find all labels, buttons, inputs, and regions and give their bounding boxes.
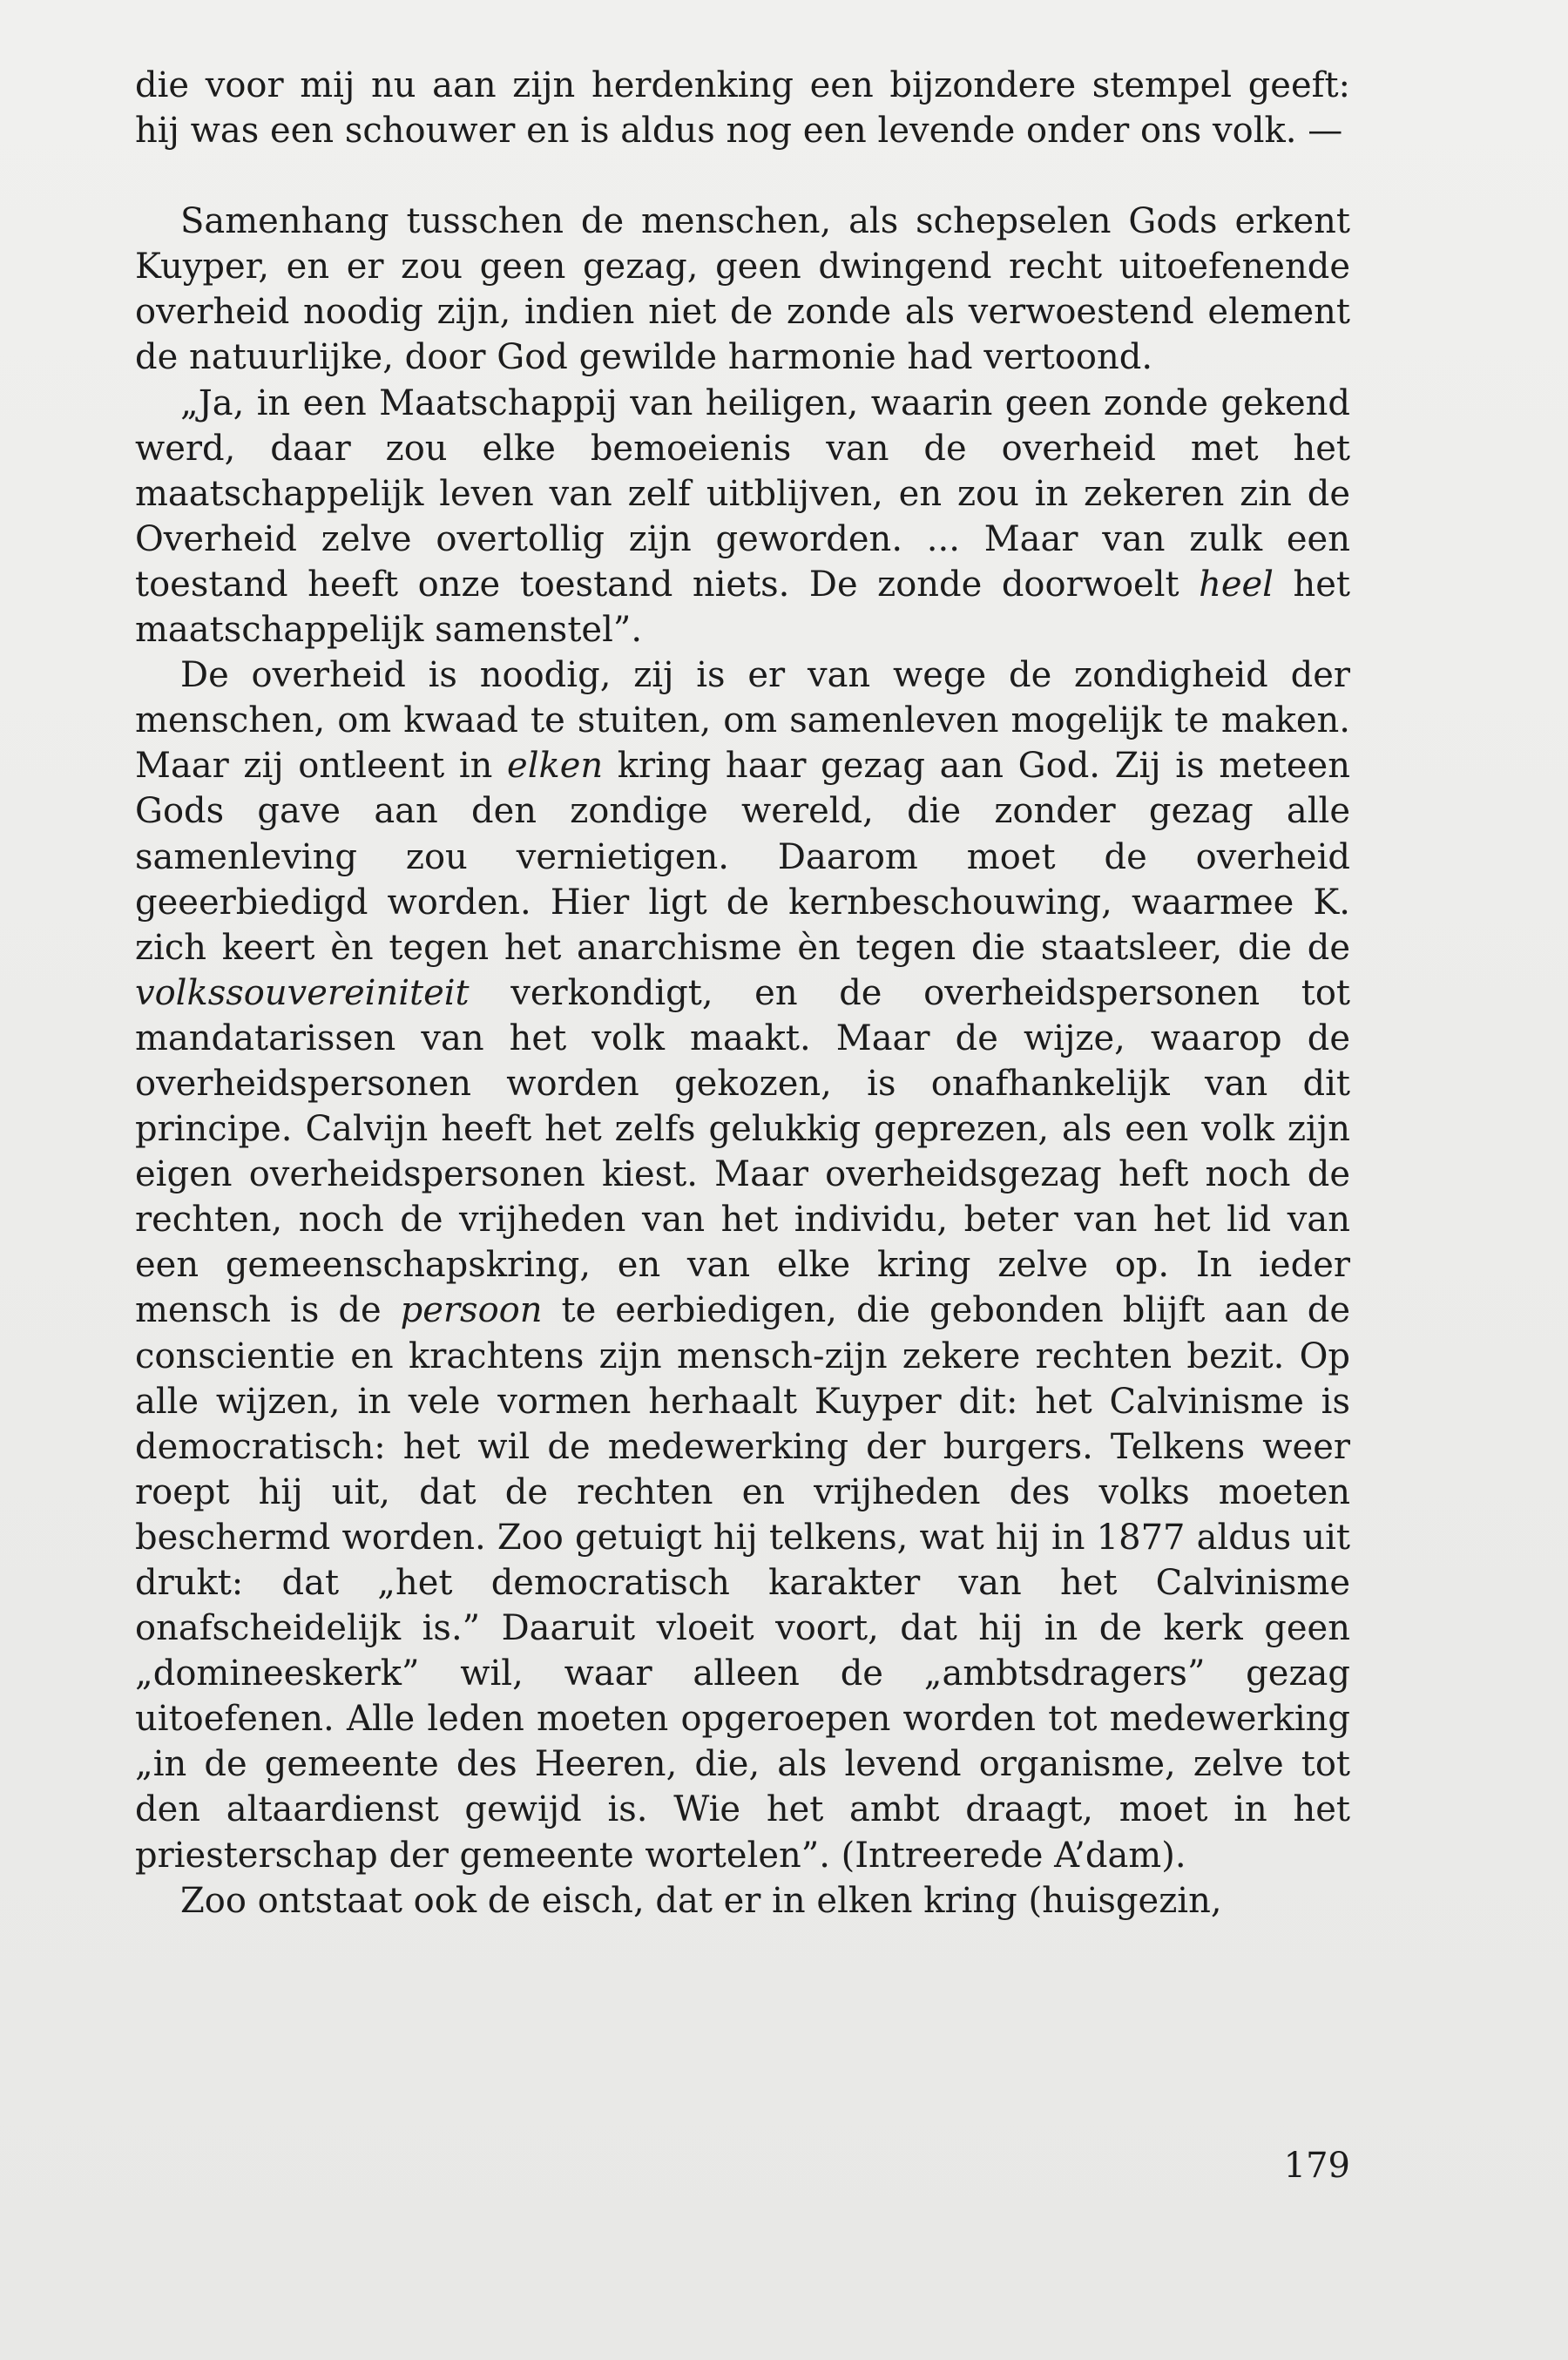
text-run: die voor mij nu aan zijn herdenking een bijzondere stempel geeft: hij was een schouwer en is aldus nog een levende onder ons volk. — — [135, 65, 1350, 152]
paragraph-1 — [135, 63, 1350, 153]
text-run: De overheid is noodig, zij is er van wege de zondigheid der menschen, om kwaad te stuiten, om samenleven mogelijk te maken. Maar zij ontleent in — [135, 655, 1350, 787]
text-run: het maatschappelijk samenstel”. — [135, 564, 1350, 651]
paragraph-2 — [135, 199, 1350, 380]
text-run: te eerbiedigen, die gebonden blijft aan de conscientie en krachtens zijn mensch-zijn zekere rechten bezit. Op alle wijzen, in vele vormen herhaalt Kuyper dit: het Calvinisme is democratisch: het wil de medewerking der burgers. Telkens weer roept hij uit, dat de rechten en vrijheden des volks moeten beschermd worden. Zoo getuigt hij telkens, wat hij in 1877 aldus uit drukt: dat „het democratisch karakter van het Calvinisme onafscheidelijk is.” Daaruit vloeit voort, dat hij in de kerk geen „domineeskerk” wil, waar alleen de „ambtsdragers” gezag uitoefenen. Alle leden moeten opgeroepen worden tot medewerking „in de gemeente des Heeren, die, als levend organisme, zelve tot den altaardienst gewijd is. Wie het ambt draagt, moet in het priesterschap der gemeente wortelen”. (Intreerede A’dam). — [135, 1290, 1350, 1876]
text-run: Samenhang tusschen de menschen, als schepselen Gods erkent Kuyper, en er zou geen gezag, geen dwingend recht uitoefenende overheid noodig zijn, indien niet de zonde als verwoestend element de natuurlijke, door God gewilde harmonie had vertoond. — [135, 201, 1350, 378]
text-run: „Ja, in een Maatschappij van heiligen, waarin geen zonde gekend werd, daar zou elke bemoeienis van de overheid met het maatschappelijk leven van zelf uitblijven, en zou in zekeren zin de Overheid zelve overtollig zijn geworden. ... Maar van zulk een toestand heeft onze toestand niets. De zonde doorwoelt — [135, 382, 1350, 605]
body-text — [135, 63, 1350, 1924]
text-run: verkondigt, en de overheidspersonen tot mandatarissen van het volk maakt. Maar de wijze, waarop de overheidspersonen worden gekozen, is onafhankelijk van dit principe. Calvijn heeft het zelfs gelukkig geprezen, als een volk zijn eigen overheidspersonen kiest. Maar overheidsgezag heft noch de rechten, noch de vrijheden van het individu, beter van het lid van een gemeenschapskring, en van elke kring zelve op. In ieder mensch is de — [135, 972, 1350, 1331]
paragraph-4 — [135, 653, 1350, 1878]
text-run: Zoo ontstaat ook de eisch, dat er in elken kring (huisgezin, — [180, 1880, 1222, 1921]
paragraph-3 — [135, 381, 1350, 653]
text-run: kring haar gezag aan God. Zij is meteen Gods gave aan den zondige wereld, die zonder gezag alle samenleving zou vernietigen. Daarom moet de overheid geeerbiedigd worden. Hier ligt de kernbeschouwing, waarmee K. zich keert èn tegen het anarchisme èn tegen die staatsleer, die de — [135, 746, 1350, 968]
italic-emphasis: persoon — [400, 1290, 543, 1331]
paragraph-5 — [135, 1878, 1350, 1924]
italic-emphasis: elken — [507, 746, 604, 787]
page-number: 179 — [1283, 2146, 1350, 2186]
italic-emphasis: heel — [1199, 564, 1274, 605]
italic-emphasis: volkssouvereiniteit — [135, 972, 470, 1013]
